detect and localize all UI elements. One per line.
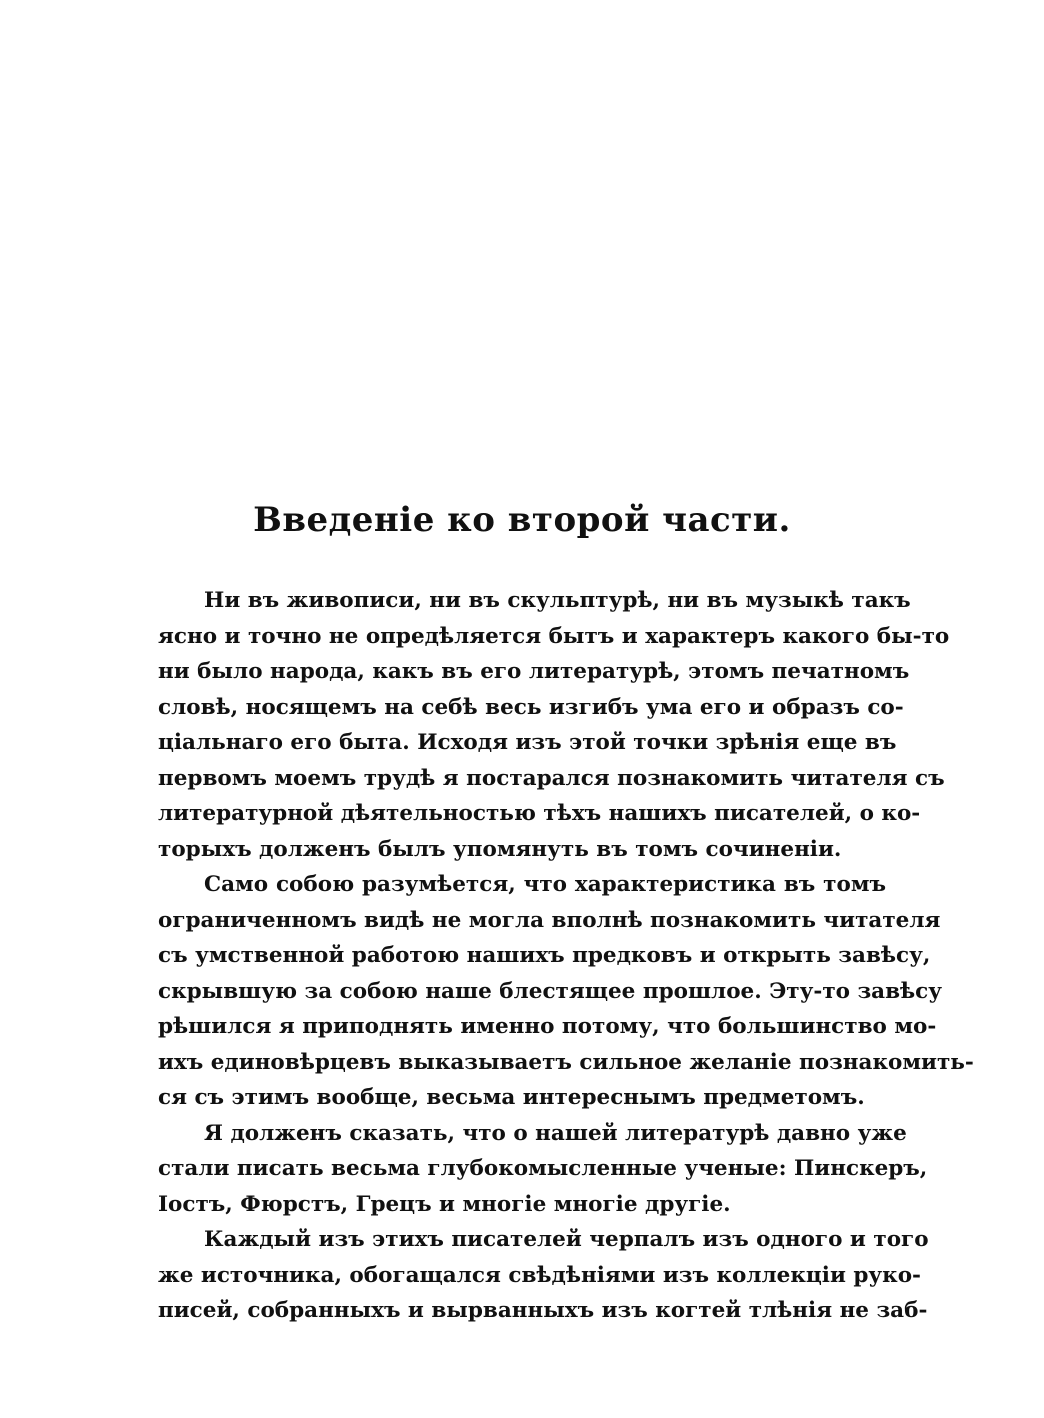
text-line: съ умственной работою нашихъ предковъ и открыть завѣсу, [158, 943, 931, 968]
text-line: ихъ единовѣрцевъ выказываетъ сильное желанiе познакомить- [158, 1049, 974, 1075]
text-line: Iостъ, Фюрстъ, Грецъ и многiе многiе другiе. [158, 1191, 731, 1217]
text-line: ся съ этимъ вообще, весьма интереснымъ предметомъ. [158, 1085, 865, 1110]
text-line: стали писать весьма глубокомысленные ученые: Пинскеръ, [158, 1156, 928, 1181]
text-line: первомъ моемъ трудѣ я постарался познакомить читателя съ [158, 765, 945, 791]
text-line: литературной дѣятельностью тѣхъ нашихъ писателей, о ко- [158, 801, 921, 826]
text-line: Я долженъ сказать, что о нашей литературѣ давно уже [204, 1120, 907, 1146]
text-line: Само собою разумѣется, что характеристика въ томъ [204, 872, 886, 897]
text-line: Каждый изъ этихъ писателей черпалъ изъ одного и того [204, 1227, 929, 1252]
text-line: торыхъ долженъ былъ упомянуть въ томъ сочиненiи. [158, 836, 842, 862]
text-line: скрывшую за собою наше блестящее прошлое. Эту-то завѣсу [158, 978, 943, 1004]
text-line: же источника, обогащался свѣдѣнiями изъ коллекцiи руко- [158, 1262, 921, 1288]
text-line: писей, собранныхъ и вырванныхъ изъ когтей тлѣнiя не заб- [158, 1298, 928, 1323]
text-line: Ни въ живописи, ни въ скульптурѣ, ни въ музыкѣ такъ [204, 588, 911, 613]
text-line: цiальнаго его быта. Исходя изъ этой точки зрѣнiя еще въ [158, 730, 897, 755]
text-line: ограниченномъ видѣ не могла вполнѣ познакомить читателя [158, 907, 941, 933]
chapter-title: Введенiе ко второй части. [253, 500, 791, 540]
body-text [158, 583, 974, 1329]
text-line: ясно и точно не опредѣляется бытъ и характеръ какого бы-то [158, 623, 950, 649]
text-line: рѣшился я приподнять именно потому, что большинство мо- [158, 1014, 937, 1039]
text-line: ни было народа, какъ въ его литературѣ, этомъ печатномъ [158, 659, 910, 684]
text-line: словѣ, носящемъ на себѣ весь изгибъ ума его и образъ со- [158, 694, 904, 720]
